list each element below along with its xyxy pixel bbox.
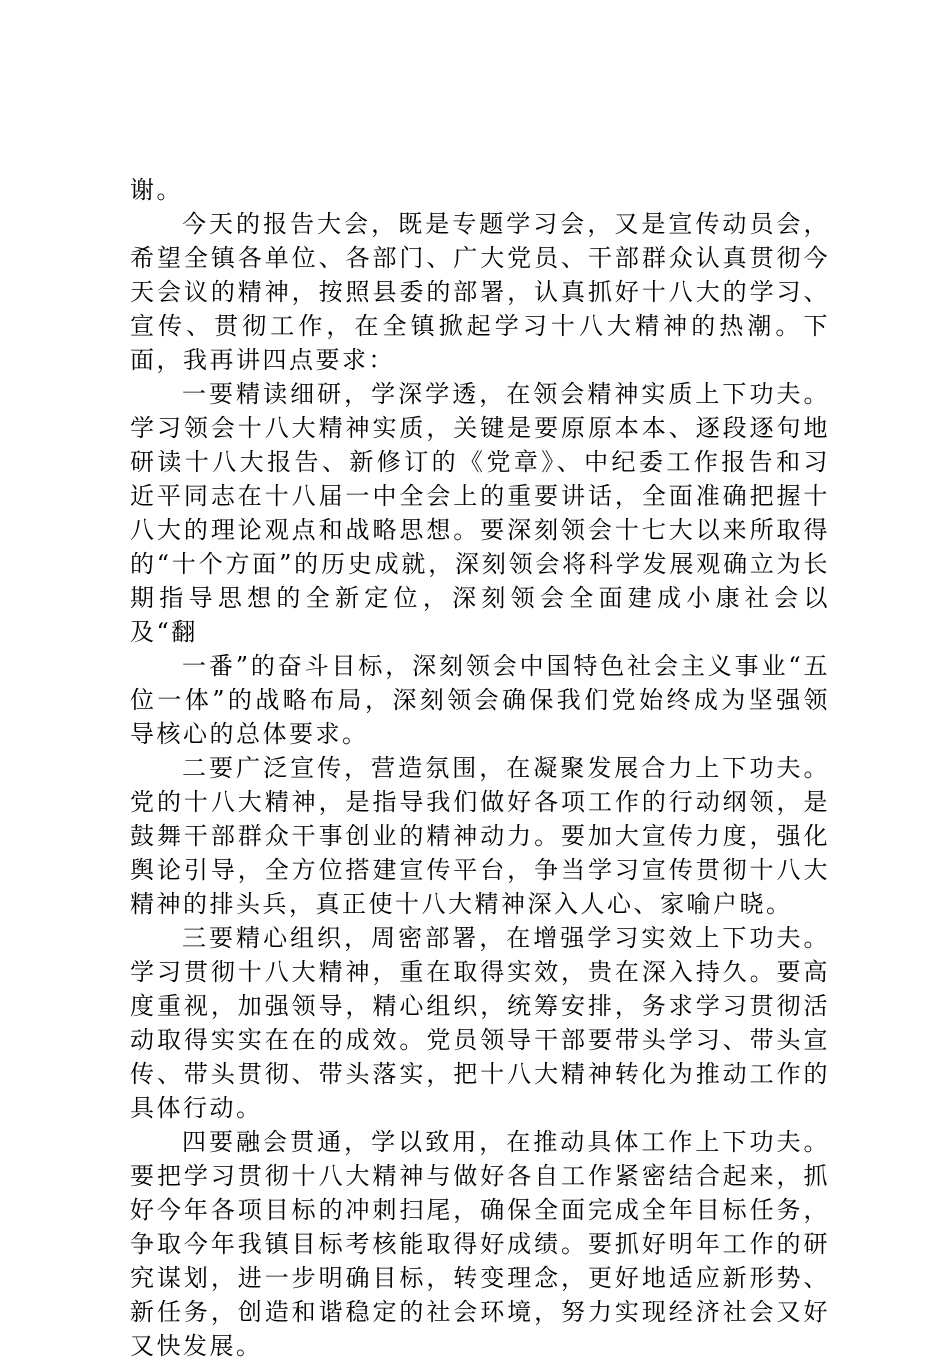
paragraph-intro: 今天的报告大会，既是专题学习会，又是宣传动员会，希望全镇各单位、各部门、广大党员、干部群众认真贯彻今天会议的精神，按照县委的部署，认真抓好十八大的学习、宣传、贯彻工作，在全镇掀起学习十八大精神的热潮。下面，我再讲四点要求： (130, 210, 830, 374)
paragraph-requirement-one-continued: 一番”的奋斗目标，深刻领会中国特色社会主义事业“五位一体”的战略布局，深刻领会确保我们党始终成为坚强领导核心的总体要求。 (130, 652, 830, 748)
paragraph-continuation: 谢。 (130, 176, 183, 204)
document-body (130, 173, 830, 1363)
paragraph-requirement-four: 四要融会贯通，学以致用，在推动具体工作上下功夫。要把学习贯彻十八大精神与做好各自工作紧密结合起来，抓好今年各项目标的冲刺扫尾，确保全面完成全年目标任务，争取今年我镇目标考核能取得好成绩。要抓好明年工作的研究谋划，进一步明确目标，转变理念，更好地适应新形势、新任务，创造和谐稳定的社会环境，努力实现经济社会又好又快发展。 (130, 1128, 830, 1360)
paragraph-requirement-two: 二要广泛宣传，营造氛围，在凝聚发展合力上下功夫。党的十八大精神，是指导我们做好各项工作的行动纲领，是鼓舞干部群众干事创业的精神动力。要加大宣传力度，强化舆论引导，全方位搭建宣传平台，争当学习宣传贯彻十八大精神的排头兵，真正使十八大精神深入人心、家喻户晓。 (130, 754, 830, 918)
paragraph-requirement-one: 一要精读细研，学深学透，在领会精神实质上下功夫。学习领会十八大精神实质，关键是要原原本本、逐段逐句地研读十八大报告、新修订的《党章》、中纪委工作报告和习近平同志在十八届一中全会上的重要讲话，全面准确把握十八大的理论观点和战略思想。要深刻领会十七大以来所取得的“十个方面”的历史成就，深刻领会将科学发展观确立为长期指导思想的全新定位，深刻领会全面建成小康社会以及“翻 (130, 380, 830, 646)
paragraph-requirement-three: 三要精心组织，周密部署，在增强学习实效上下功夫。学习贯彻十八大精神，重在取得实效，贵在深入持久。要高度重视，加强领导，精心组织，统筹安排，务求学习贯彻活动取得实实在在的成效。党员领导干部要带头学习、带头宣传、带头贯彻、带头落实，把十八大精神转化为推动工作的具体行动。 (130, 924, 830, 1122)
